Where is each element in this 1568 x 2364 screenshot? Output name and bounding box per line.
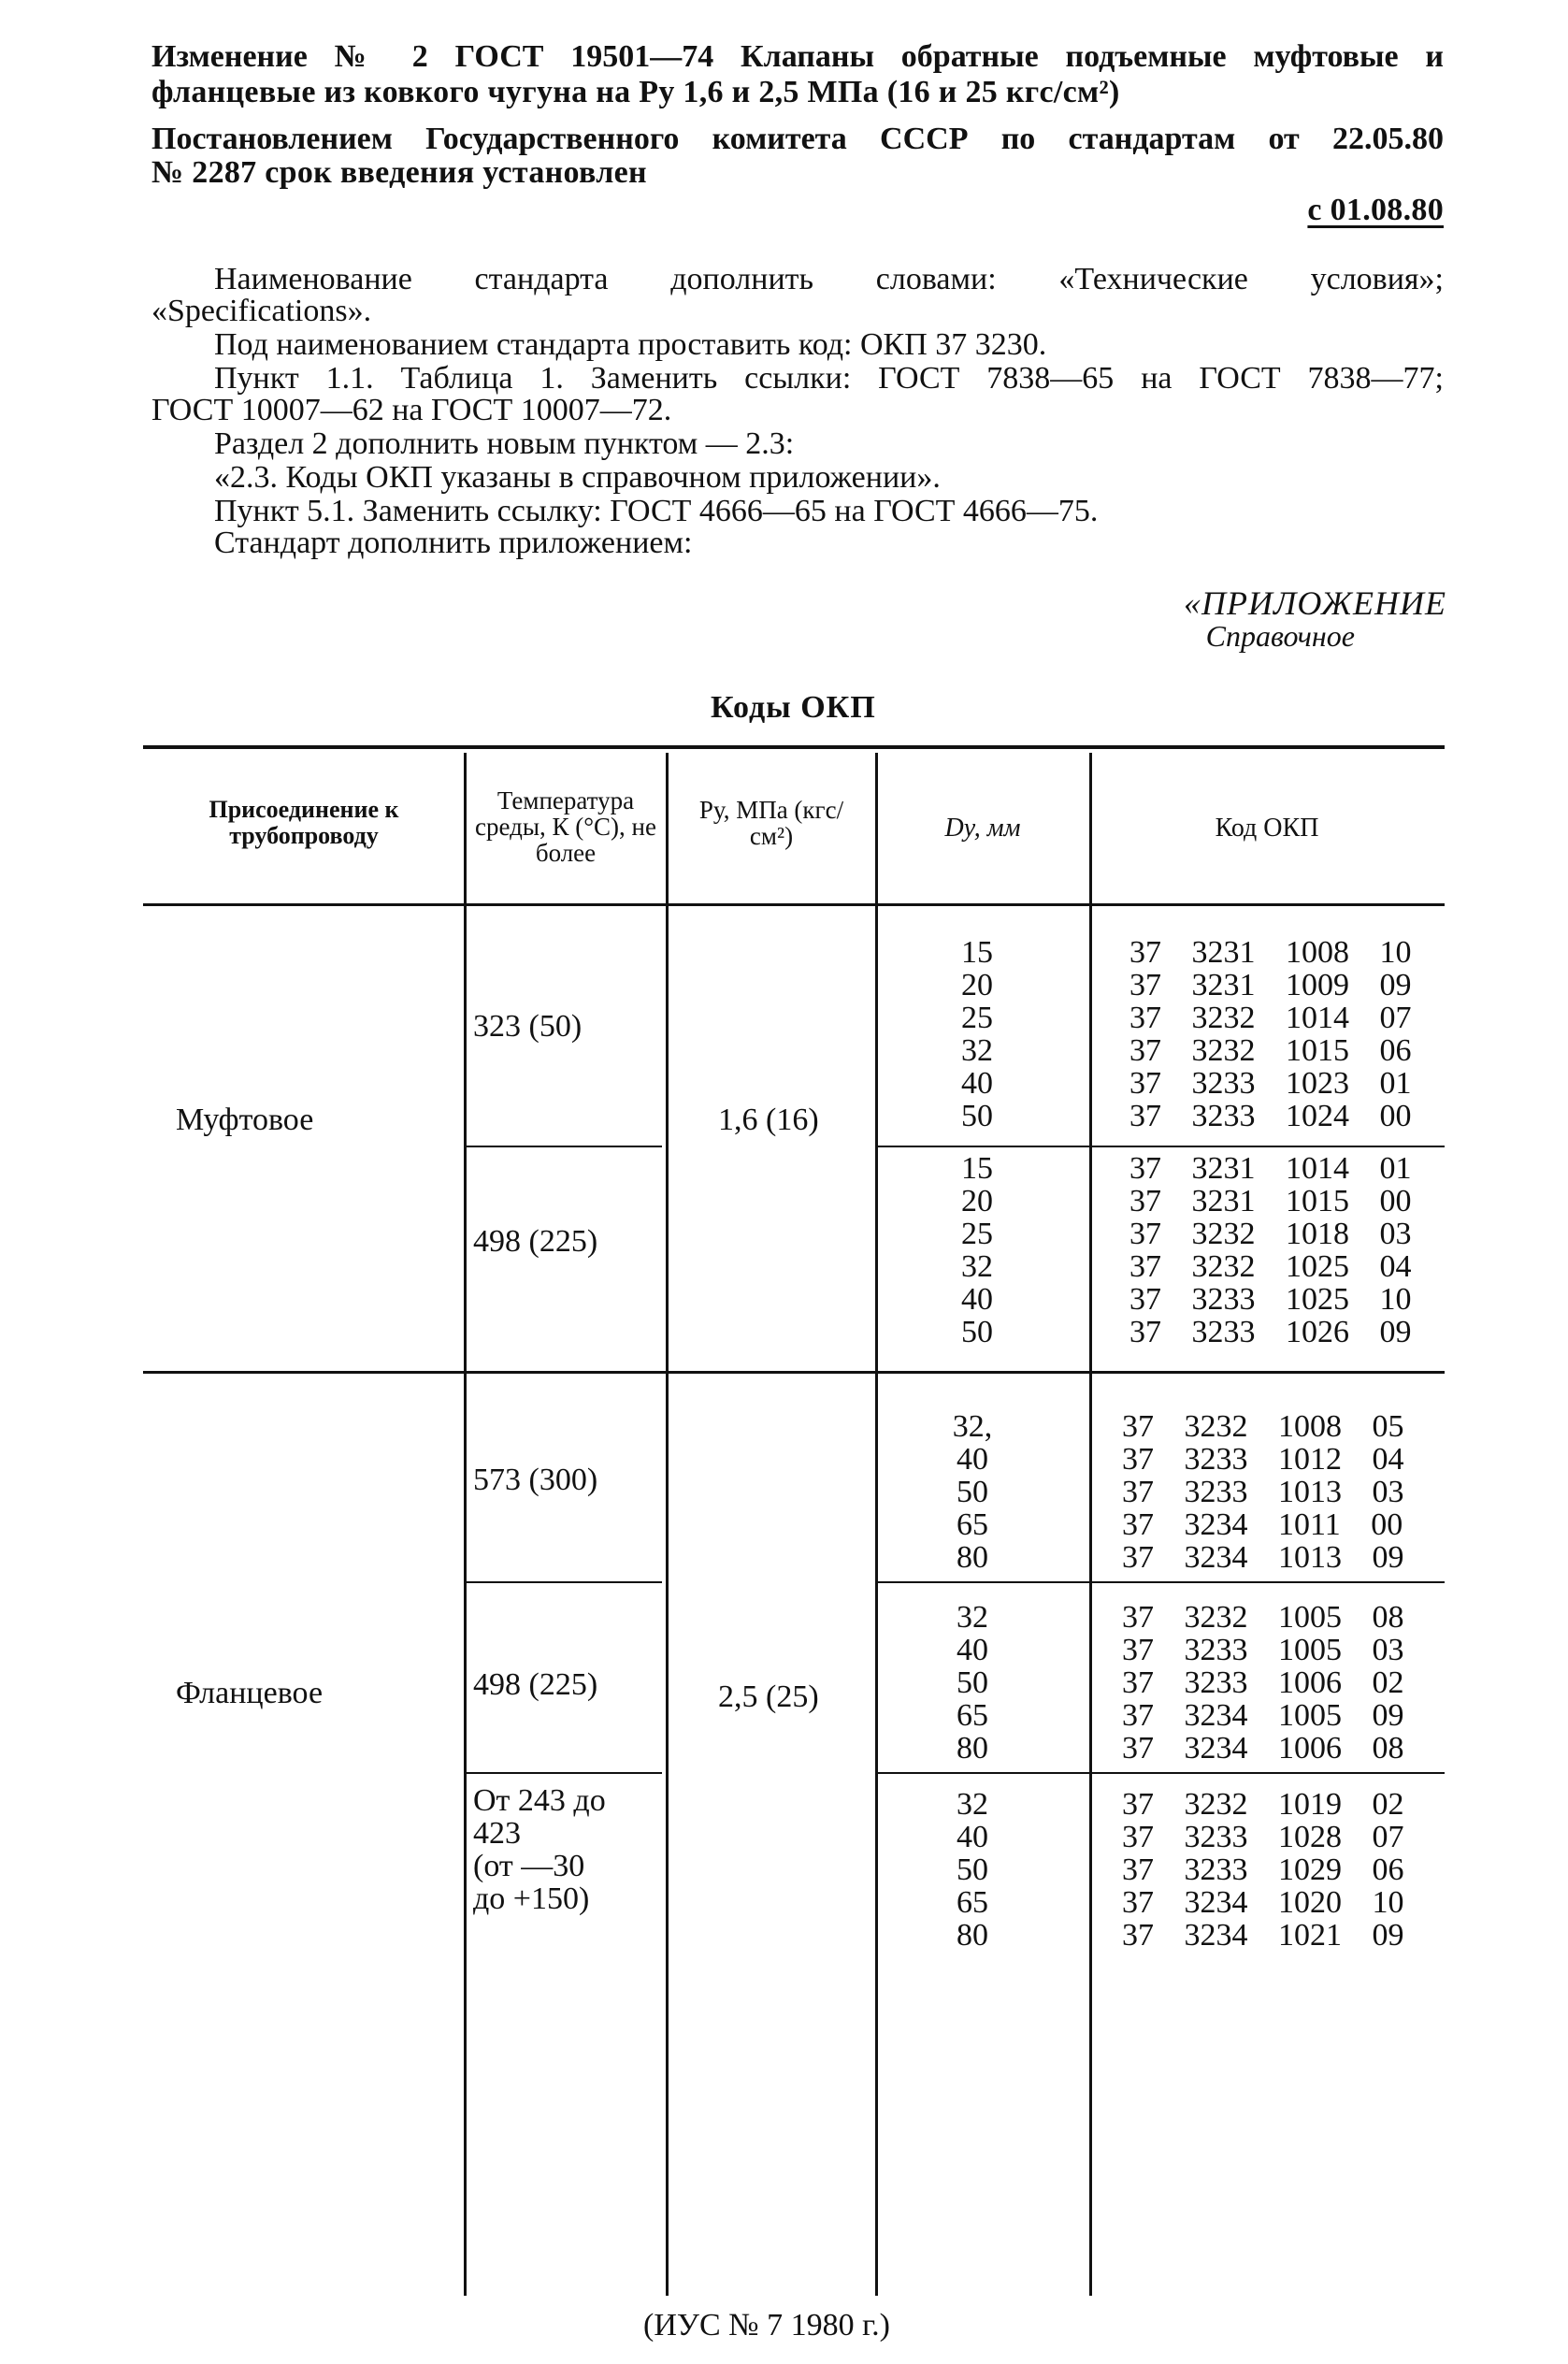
dn-value: 32: [961, 1033, 993, 1068]
dn-value: 65: [957, 1885, 988, 1920]
paragraph-5: «2.3. Коды ОКП указаны в справочном приложении».: [214, 460, 941, 495]
footer-reference: (ИУС № 7 1980 г.): [643, 2308, 890, 2342]
paragraph-7: Стандарт дополнить приложением:: [214, 526, 693, 560]
pressure-group-1: 1,6 (16): [718, 1103, 819, 1137]
temperature-cell: 573 (300): [473, 1463, 598, 1497]
temperature-cell: 498 (225): [473, 1224, 598, 1259]
dn-value: 15: [961, 935, 993, 970]
dn-value: 80: [957, 1918, 988, 1953]
okp-code-list: [1122, 1410, 1440, 1574]
paragraph-1a: Наименование стандарта дополнить словами: «Технические условия»;: [214, 262, 1444, 296]
okp-code: 37 3233 1005 03: [1122, 1633, 1404, 1667]
okp-code: 37 3232 1015 06: [1129, 1033, 1412, 1068]
okp-code: 37 3234 1020 10: [1122, 1885, 1404, 1920]
okp-code: 37 3232 1008 05: [1122, 1409, 1404, 1444]
dn-value: 32: [957, 1787, 988, 1822]
okp-code: 37 3234 1006 08: [1122, 1731, 1404, 1766]
okp-code: 37 3233 1029 06: [1122, 1852, 1404, 1887]
dn-value: 65: [957, 1698, 988, 1733]
temperature-line: 423: [473, 1816, 521, 1851]
dn-value: 40: [961, 1282, 993, 1317]
connection-flanged: Фланцевое: [176, 1676, 324, 1710]
dn-value: 50: [957, 1665, 988, 1700]
dn-list: [930, 1410, 1014, 1574]
okp-code: 37 3234 1005 09: [1122, 1698, 1404, 1733]
block-rule: [877, 1772, 1445, 1774]
header-temperature: Температура среды, К (°С), не более: [475, 786, 656, 867]
dn-list: [935, 1152, 1019, 1348]
okp-code: 37 3234 1013 09: [1122, 1540, 1404, 1575]
table-top-rule: [143, 745, 1445, 749]
heading-line-2: фланцевые из ковкого чугуна на Pу 1,6 и 2,5 МПа (16 и 25 кгс/см²): [151, 75, 1120, 109]
header-connection: Присоединение к трубопроводу: [209, 796, 399, 849]
block-rule: [466, 1581, 662, 1583]
dn-value: 32: [957, 1600, 988, 1635]
okp-code: 37 3234 1021 09: [1122, 1918, 1404, 1953]
dn-value: 80: [957, 1540, 988, 1575]
dn-value: 20: [961, 968, 993, 1002]
temperature-cell-multiline: [473, 1784, 660, 1915]
appendix-label: «ПРИЛОЖЕНИЕ: [1184, 584, 1446, 622]
effective-date: с 01.08.80: [1307, 193, 1444, 227]
okp-code: 37 3232 1014 07: [1129, 1001, 1412, 1035]
dn-value: 40: [957, 1633, 988, 1667]
dn-value: 40: [961, 1066, 993, 1101]
dn-value: 40: [957, 1442, 988, 1477]
dn-value: 15: [961, 1151, 993, 1186]
column-rule: [666, 753, 669, 2296]
temperature-line: до +150): [473, 1881, 590, 1916]
dn-value: 80: [957, 1731, 988, 1766]
okp-code: 37 3233 1012 04: [1122, 1442, 1404, 1477]
dn-list: [935, 936, 1019, 1132]
okp-code: 37 3233 1025 10: [1129, 1282, 1412, 1317]
column-rule: [875, 753, 878, 2296]
dn-value: 25: [961, 1001, 993, 1035]
temperature-cell: 323 (50): [473, 1009, 583, 1044]
header-code: Код ОКП: [1215, 814, 1319, 843]
heading-line-3: Постановлением Государственного комитета СССР по стандартам от 22.05.80: [151, 122, 1444, 156]
okp-code: 37 3231 1008 10: [1129, 935, 1412, 970]
dn-list: [930, 1601, 1014, 1765]
okp-code-list: [1129, 1152, 1447, 1348]
okp-code: 37 3233 1013 03: [1122, 1475, 1404, 1509]
paragraph-6: Пункт 5.1. Заменить ссылку: ГОСТ 4666—65 на ГОСТ 4666—75.: [214, 494, 1099, 528]
okp-code: 37 3233 1024 00: [1129, 1099, 1412, 1133]
dn-value: 50: [957, 1475, 988, 1509]
okp-code-list: [1129, 936, 1447, 1132]
header-diameter: Dу, мм: [944, 814, 1021, 843]
okp-code: 37 3233 1023 01: [1129, 1066, 1412, 1101]
header-pressure: Pу, МПа (кгс/см²): [698, 796, 844, 850]
block-rule: [877, 1581, 1445, 1583]
paragraph-2: Под наименованием стандарта проставить код: ОКП 37 3230.: [214, 327, 1047, 362]
dn-value: 25: [961, 1217, 993, 1251]
pressure-group-2: 2,5 (25): [718, 1679, 819, 1714]
okp-code: 37 3232 1019 02: [1122, 1787, 1404, 1822]
dn-value: 50: [961, 1099, 993, 1133]
okp-code: 37 3233 1006 02: [1122, 1665, 1404, 1700]
dn-value: 32: [961, 1249, 993, 1284]
header-bottom-rule: [143, 903, 1445, 906]
block-rule: [877, 1146, 1445, 1147]
group-separator-rule: [143, 1371, 1445, 1374]
table-title: Коды ОКП: [711, 690, 876, 725]
paragraph-4: Раздел 2 дополнить новым пунктом — 2.3:: [214, 426, 795, 461]
dn-value: 40: [957, 1820, 988, 1854]
dn-value: 50: [961, 1315, 993, 1349]
okp-code: 37 3233 1028 07: [1122, 1820, 1404, 1854]
okp-code: 37 3232 1005 08: [1122, 1600, 1404, 1635]
okp-code: 37 3232 1025 04: [1129, 1249, 1412, 1284]
column-rule: [1089, 753, 1092, 2296]
dn-value: 20: [961, 1184, 993, 1218]
heading-line-1: Изменение № 2 ГОСТ 19501—74 Клапаны обратные подъемные муфтовые и: [151, 39, 1444, 74]
okp-code-list: [1122, 1601, 1440, 1765]
column-rule: [464, 753, 467, 2296]
connection-coupling: Муфтовое: [176, 1103, 314, 1137]
okp-code: 37 3234 1011 00: [1122, 1507, 1403, 1542]
dn-value: 65: [957, 1507, 988, 1542]
paragraph-3b: ГОСТ 10007—62 на ГОСТ 10007—72.: [151, 393, 672, 427]
okp-code: 37 3231 1009 09: [1129, 968, 1412, 1002]
dn-value: 32,: [952, 1409, 993, 1444]
okp-code: 37 3231 1015 00: [1129, 1184, 1412, 1218]
okp-code: 37 3231 1014 01: [1129, 1151, 1412, 1186]
paragraph-3a: Пункт 1.1. Таблица 1. Заменить ссылки: ГОСТ 7838—65 на ГОСТ 7838—77;: [214, 361, 1444, 396]
temperature-line: От 243 до: [473, 1783, 606, 1818]
paragraph-1b: «Specifications».: [151, 294, 372, 328]
dn-list: [930, 1788, 1014, 1952]
heading-line-4: № 2287 срок введения установлен: [151, 155, 647, 190]
appendix-sublabel: Справочное: [1205, 619, 1355, 653]
block-rule: [466, 1772, 662, 1774]
block-rule: [466, 1146, 662, 1147]
okp-code: 37 3232 1018 03: [1129, 1217, 1412, 1251]
okp-code-list: [1122, 1788, 1440, 1952]
dn-value: 50: [957, 1852, 988, 1887]
okp-code: 37 3233 1026 09: [1129, 1315, 1412, 1349]
temperature-cell: 498 (225): [473, 1667, 598, 1702]
temperature-line: (от —30: [473, 1849, 585, 1883]
